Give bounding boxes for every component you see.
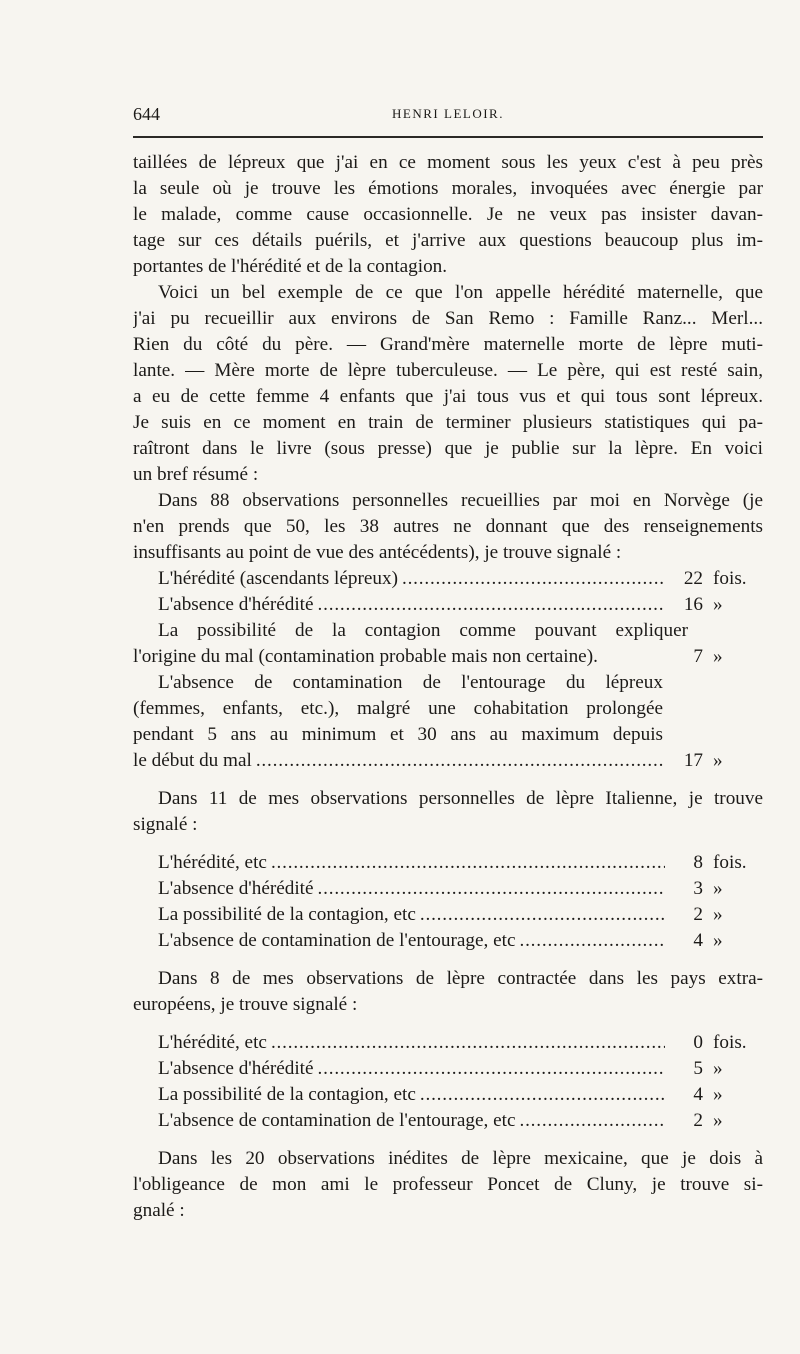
stat-value: 8 [693, 852, 703, 873]
text-line: tage sur ces détails puérils, et j'arrive aux questions beaucoup plus im- [133, 230, 763, 251]
stat-value: 2 [693, 904, 703, 925]
text-line: pendant 5 ans au minimum et 30 ans au maximum depuis [133, 724, 663, 745]
dot-leader [318, 1056, 665, 1082]
stat-row [133, 876, 763, 902]
stat-row [133, 592, 763, 618]
dot-leader [271, 850, 665, 876]
stat-value: 3 [693, 878, 703, 899]
stat-label: L'hérédité, etc [158, 1032, 267, 1053]
dot-leader [519, 1108, 665, 1134]
text-line: j'ai pu recueillir aux environs de San Remo : Famille Ranz... Merl... [133, 308, 763, 329]
stat-unit: » [713, 1110, 723, 1131]
stat-unit: » [713, 930, 723, 951]
text-line: Dans les 20 observations inédites de lèpre mexicaine, que je dois à [158, 1148, 763, 1169]
stat-unit: » [713, 878, 723, 899]
stat-unit: » [713, 1058, 723, 1079]
text-line: un bref résumé : [133, 464, 259, 485]
text-line: insuffisants au point de vue des antécédents), je trouve signalé : [133, 542, 622, 563]
stat-row [133, 1108, 763, 1134]
stat-value: 4 [693, 930, 703, 951]
stat-row [133, 566, 763, 592]
stat-value: 2 [693, 1110, 703, 1131]
stat-value: 7 [693, 646, 703, 667]
stat-label: L'absence d'hérédité [158, 1058, 314, 1079]
page-header [133, 104, 763, 128]
page-number: 644 [133, 104, 160, 124]
text-line: L'absence de contamination de l'entourage du lépreux [158, 672, 663, 693]
dot-leader [318, 592, 665, 618]
stat-row [133, 1082, 763, 1108]
stat-value: 16 [683, 594, 703, 615]
stat-row [133, 1056, 763, 1082]
stat-unit: » [713, 594, 723, 615]
stat-value: 22 [683, 568, 703, 589]
text-line: signalé : [133, 814, 198, 835]
stat-unit: » [713, 750, 723, 771]
text-line: n'en prends que 50, les 38 autres ne donnant que des renseignements [133, 516, 763, 537]
stat-unit: » [713, 646, 723, 667]
dot-leader [420, 902, 665, 928]
stat-row [133, 644, 763, 670]
stat-label: La possibilité de la contagion, etc [158, 904, 416, 925]
stat-unit: » [713, 904, 723, 925]
text-line: Dans 11 de mes observations personnelles de lèpre Italienne, je trouve [158, 788, 763, 809]
text-line: (femmes, enfants, etc.), malgré une cohabitation prolongée [133, 698, 663, 719]
text-line: Dans 88 observations personnelles recueillies par moi en Norvège (je [158, 490, 763, 511]
stat-row [133, 928, 763, 954]
text-line: a eu de cette femme 4 enfants que j'ai tous vus et qui tous sont lépreux. [133, 386, 763, 407]
stat-label: L'absence d'hérédité [158, 878, 314, 899]
dot-leader [519, 928, 665, 954]
text-line: Voici un bel exemple de ce que l'on appelle hérédité maternelle, que [158, 282, 763, 303]
stat-row [133, 748, 763, 774]
stat-label: l'origine du mal (contamination probable mais non certaine). [133, 646, 598, 667]
header-rule [133, 136, 763, 138]
dot-leader [420, 1082, 665, 1108]
text-line: Rien du côté du père. — Grand'mère maternelle morte de lèpre muti- [133, 334, 763, 355]
text-line: lante. — Mère morte de lèpre tuberculeuse. — Le père, qui est resté sain, [133, 360, 763, 381]
stat-value: 4 [693, 1084, 703, 1105]
stat-row [133, 850, 763, 876]
text-line: le malade, comme cause occasionnelle. Je ne veux pas insister davan- [133, 204, 763, 225]
body-text [133, 150, 763, 1224]
text-line: Dans 8 de mes observations de lèpre contractée dans les pays extra- [158, 968, 763, 989]
stat-label: L'absence d'hérédité [158, 594, 314, 615]
text-line: Je suis en ce moment en train de terminer plusieurs statistiques qui pa- [133, 412, 763, 433]
text-line: taillées de lépreux que j'ai en ce moment sous les yeux c'est à peu près [133, 152, 763, 173]
stat-value: 0 [693, 1032, 703, 1053]
stat-label: L'absence de contamination de l'entourage, etc [158, 1110, 516, 1131]
stat-value: 17 [683, 750, 703, 771]
running-head: HENRI LELOIR. [392, 106, 504, 121]
stat-row [133, 902, 763, 928]
stat-unit: » [713, 1084, 723, 1105]
stat-label: L'hérédité (ascendants lépreux) [158, 568, 398, 589]
stat-value: 5 [693, 1058, 703, 1079]
stat-label: le début du mal [133, 750, 252, 771]
text-line: La possibilité de la contagion comme pouvant expliquer [158, 620, 688, 641]
stat-row [133, 1030, 763, 1056]
dot-leader [318, 876, 665, 902]
dot-leader [256, 748, 665, 774]
stat-label: L'hérédité, etc [158, 852, 267, 873]
stat-label: L'absence de contamination de l'entourage, etc [158, 930, 516, 951]
stat-label: La possibilité de la contagion, etc [158, 1084, 416, 1105]
text-line: gnalé : [133, 1200, 185, 1221]
text-line: raîtront dans le livre (sous presse) que je publie sur la lèpre. En voici [133, 438, 763, 459]
dot-leader [271, 1030, 665, 1056]
text-line: portantes de l'hérédité et de la contagion. [133, 256, 448, 277]
stat-unit: fois. [713, 852, 747, 873]
text-line: la seule où je trouve les émotions morales, invoquées avec énergie par [133, 178, 763, 199]
text-line: l'obligeance de mon ami le professeur Poncet de Cluny, je trouve si- [133, 1174, 763, 1195]
stat-unit: fois. [713, 1032, 747, 1053]
text-line: européens, je trouve signalé : [133, 994, 358, 1015]
dot-leader [402, 566, 665, 592]
stat-unit: fois. [713, 568, 747, 589]
